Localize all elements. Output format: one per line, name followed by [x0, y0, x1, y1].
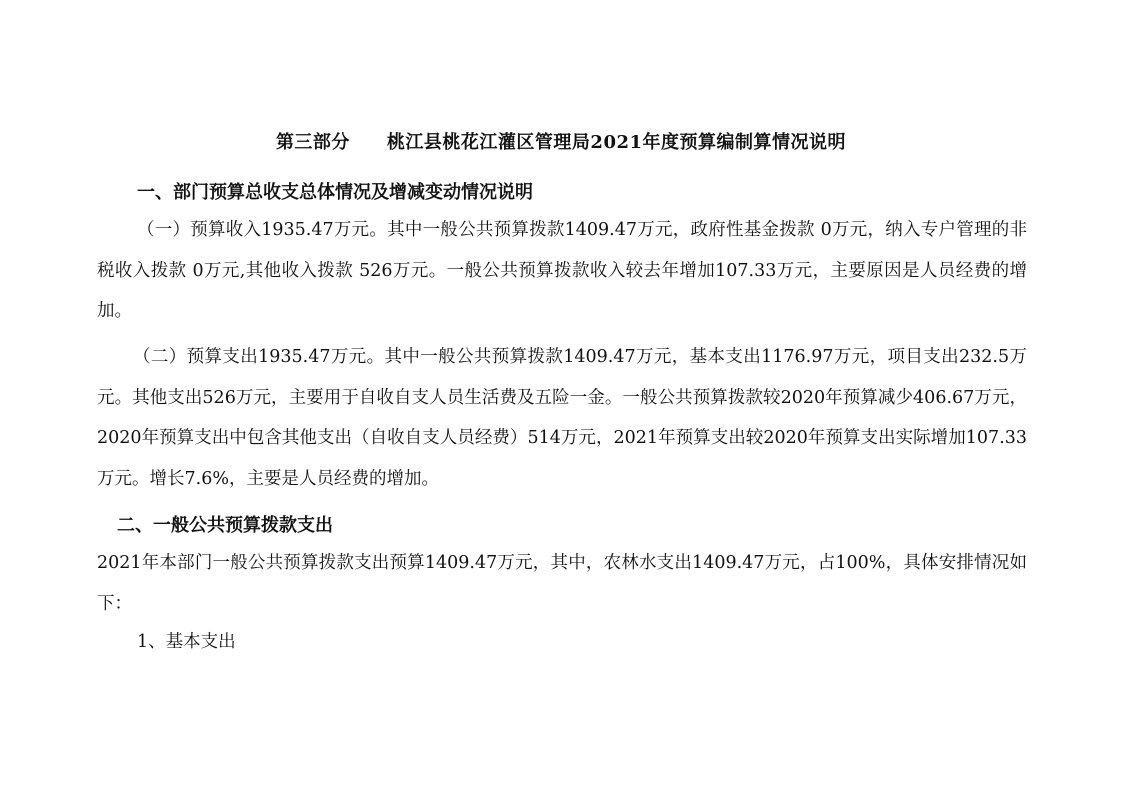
subheading-basic-expenditure: 1、基本支出 [137, 632, 236, 652]
section-heading-budget-overview: 一、部门预算总收支总体情况及增减变动情况说明 [137, 182, 533, 203]
paragraph-budget-expenditure: （二）预算支出1935.47万元。其中一般公共预算拨款1409.47万元，基本支出1176.97万元，项目支出232.5万元。其他支出526万元，主要用于自收自支人员生活费及五险一金。一般公共预算拨款较2020年预算减少406.67万元，2020年预算支出中包含其他支出（自收自支人员经费）514万元，2021年预算支出较2020年预算支出实际增加107.33万元。增长7.6%，主要是人员经费的增加。 [97, 347, 1027, 489]
section-heading-general-public-budget: 二、一般公共预算拨款支出 [117, 515, 333, 536]
paragraph-budget-income: （一）预算收入1935.47万元。其中一般公共预算拨款1409.47万元，政府性基金拨款 0万元，纳入专户管理的非税收入拨款 0万元,其他收入拨款 526万元。一般公共预算拨款收入较去年增加107.33万元，主要原因是人员经费的增加。 [97, 220, 1027, 321]
paragraph-general-public-budget: 2021年本部门一般公共预算拨款支出预算1409.47万元，其中，农林水支出1409.47万元，占100%，具体安排情况如下： [97, 553, 1027, 614]
document-title: 第三部分 桃江县桃花江灌区管理局2021年度预算编制算情况说明 [275, 132, 847, 153]
